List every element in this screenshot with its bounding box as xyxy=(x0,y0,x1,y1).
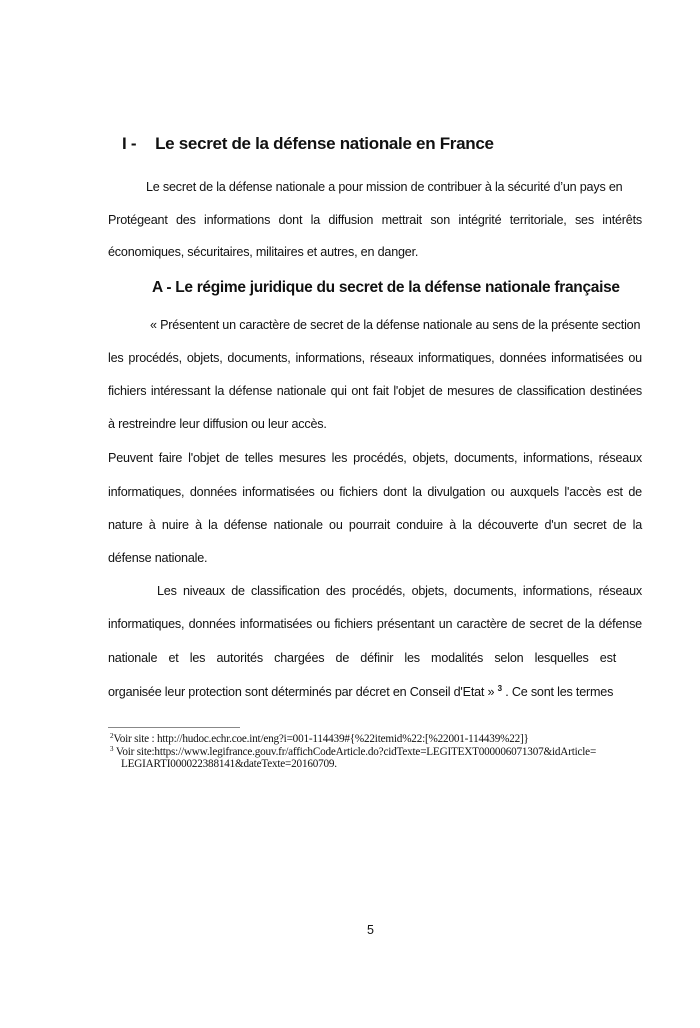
quote-line: les procédés, objets, documents, informations, réseaux informatiques, données informatisées ou xyxy=(108,351,642,365)
footnote-3-continuation: LEGIARTI000022388141&dateTexte=20160709. xyxy=(121,758,337,770)
section-heading xyxy=(122,134,494,154)
footnote-reference[interactable]: 3 xyxy=(497,684,502,693)
quote-text: organisée leur protection sont déterminés par décret en Conseil d'Etat » xyxy=(108,685,495,699)
intro-line: Le secret de la défense nationale a pour mission de contribuer à la sécurité d’un pays en xyxy=(146,180,623,194)
trailing-text: . Ce sont les termes xyxy=(505,685,614,699)
quote-line: défense nationale. xyxy=(108,551,208,565)
footnote-text: Voir site:https://www.legifrance.gouv.fr/affichCodeArticle.do?cidTexte=LEGITEXT000006071307&idArticle= xyxy=(115,746,597,758)
footnote-2 xyxy=(110,732,529,745)
footnote-number: 3 xyxy=(110,745,114,753)
quote-line: informatiques, données informatisées ou fichiers dont la divulgation ou auxquels l'accès est de xyxy=(108,485,642,499)
quote-line-final xyxy=(108,684,613,699)
footnote-text: Voir site : http://hudoc.echr.coe.int/eng?i=001-114439#{%22itemid%22:[%22001-114439%22]} xyxy=(113,733,529,745)
section-title: Le secret de la défense nationale en France xyxy=(155,134,494,153)
intro-line: économiques, sécuritaires, militaires et autres, en danger. xyxy=(108,245,419,259)
section-number: I - xyxy=(122,134,137,153)
quote-line: informatiques, données informatisées ou fichiers présentant un caractère de secret de la défense xyxy=(108,617,642,631)
quote-line: à restreindre leur diffusion ou leur accès. xyxy=(108,417,327,431)
page-number: 5 xyxy=(367,923,374,937)
footnote-3 xyxy=(110,745,596,758)
subsection-heading: A - Le régime juridique du secret de la défense nationale française xyxy=(152,279,620,296)
quote-line: Peuvent faire l'objet de telles mesures les procédés, objets, documents, informations, réseaux xyxy=(108,451,642,465)
quote-line: « Présentent un caractère de secret de la défense nationale au sens de la présente section xyxy=(150,318,641,332)
quote-line: nationale et les autorités chargées de définir les modalités selon lesquelles est xyxy=(108,651,616,665)
quote-line: nature à nuire à la défense nationale ou pourrait conduire à la découverte d'un secret de la xyxy=(108,518,642,532)
quote-line: Les niveaux de classification des procédés, objets, documents, informations, réseaux xyxy=(157,584,642,598)
quote-line: fichiers intéressant la défense nationale qui ont fait l'objet de mesures de classification destinées xyxy=(108,384,642,398)
footnote-separator xyxy=(108,727,240,728)
footnote-number: 2 xyxy=(110,732,114,740)
intro-line: Protégeant des informations dont la diffusion mettrait son intégrité territoriale, ses intérêts xyxy=(108,213,642,227)
